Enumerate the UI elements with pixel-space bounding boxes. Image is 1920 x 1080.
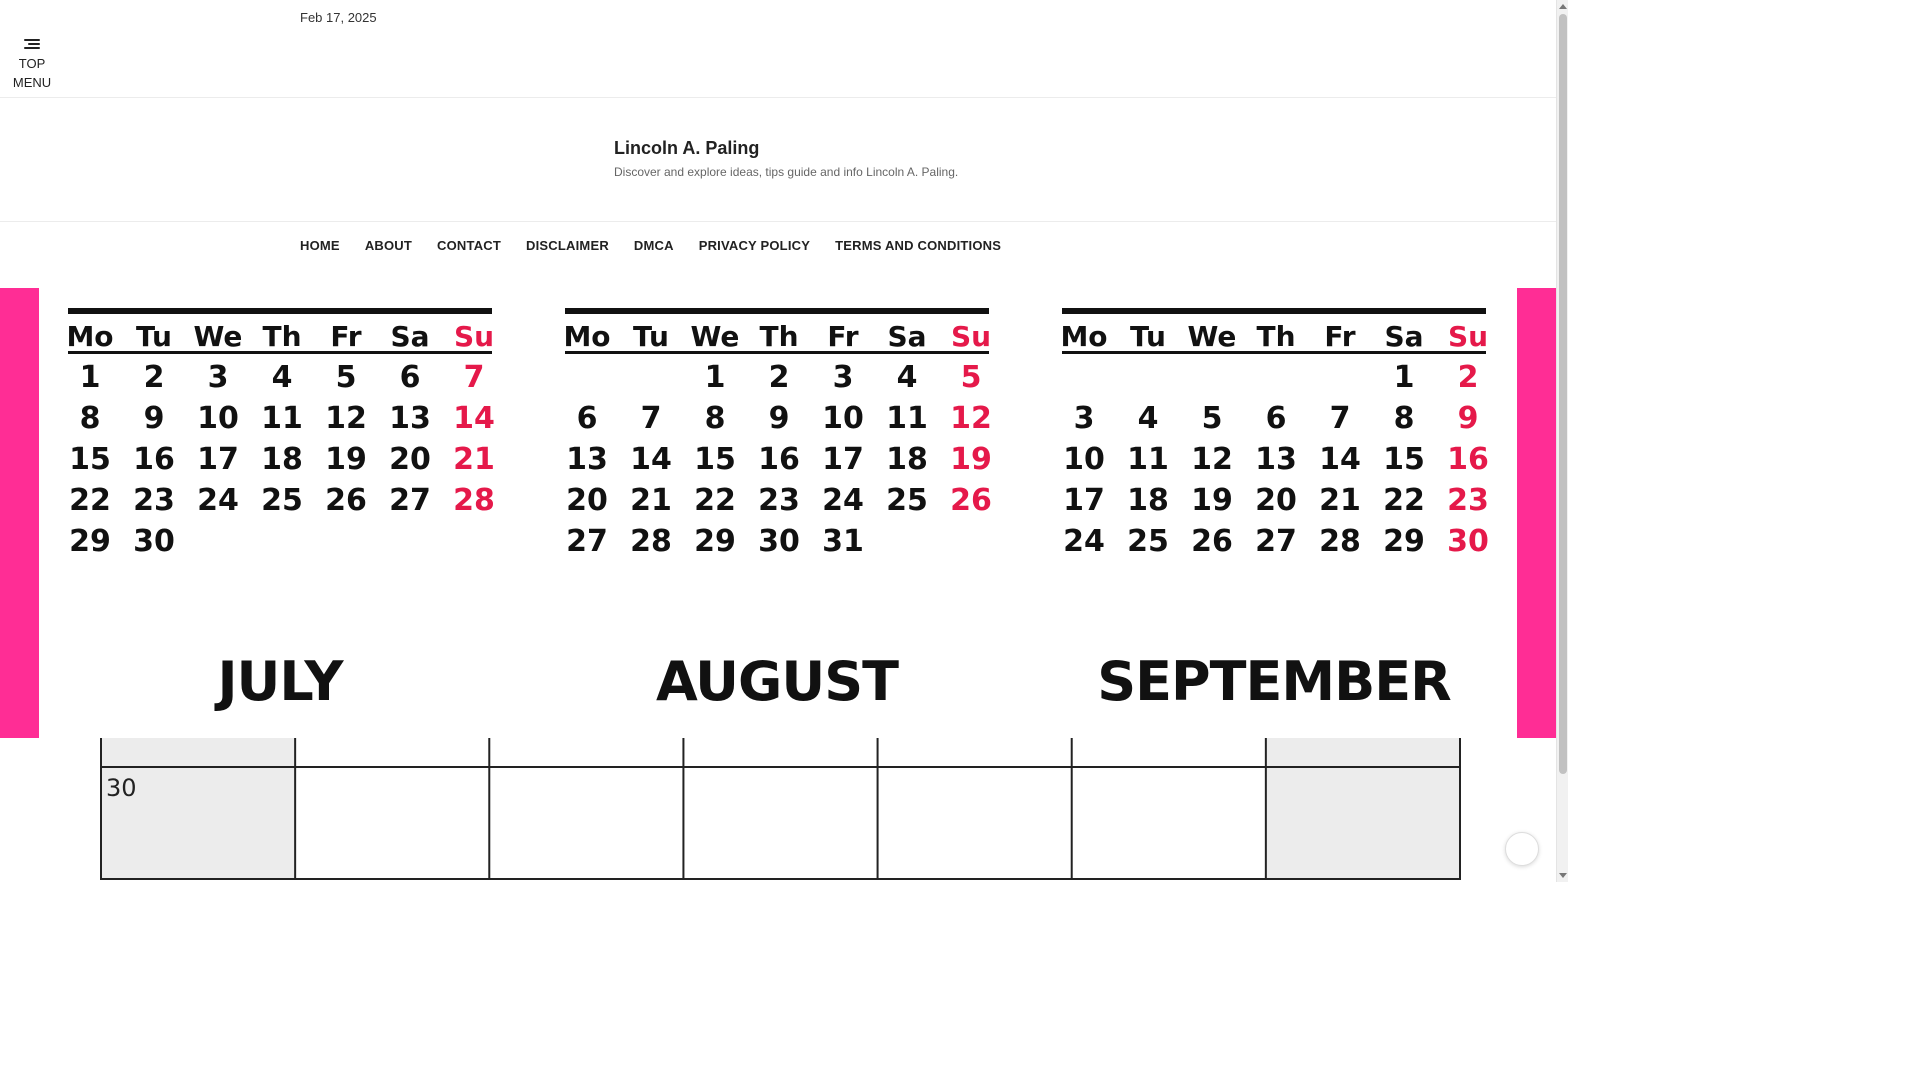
calendar-day: 17 (197, 442, 239, 477)
scroll-down-arrow-icon[interactable] (1559, 873, 1567, 878)
calendar-day: 5 (960, 360, 982, 395)
weekday-label: Tu (633, 320, 669, 353)
calendar-graphic (0, 288, 1556, 738)
site-header (0, 98, 1556, 222)
calendar-day: 28 (453, 483, 495, 518)
calendar-day: 23 (1447, 483, 1489, 518)
calendar-day: 9 (143, 401, 165, 436)
calendar-day: 6 (399, 360, 421, 395)
hero-calendar-image[interactable] (0, 288, 1556, 738)
calendar-day: 24 (822, 483, 864, 518)
calendar-day: 27 (389, 483, 431, 518)
calendar-day: 5 (335, 360, 357, 395)
site-tagline: Discover and explore ideas, tips guide and info Lincoln A. Paling. (614, 165, 959, 179)
calendar-day: 23 (133, 483, 175, 518)
site-title-link[interactable]: Lincoln A. Paling (614, 138, 760, 158)
calendar-day: 17 (1063, 483, 1105, 518)
grid-cell-shaded (1266, 738, 1460, 880)
weekday-label: Su (950, 320, 992, 353)
calendar-day: 3 (832, 360, 854, 395)
calendar-day: 3 (1073, 401, 1095, 436)
calendar-day: 30 (758, 524, 800, 559)
nav-contact[interactable]: CONTACT (437, 237, 502, 253)
calendar-day: 7 (463, 360, 485, 395)
weekday-label: We (1187, 320, 1237, 353)
calendar-day: 27 (1255, 524, 1297, 559)
nav-home[interactable]: HOME (300, 237, 340, 253)
calendar-day: 11 (1127, 442, 1169, 477)
calendar-day: 12 (950, 401, 992, 436)
calendar-day: 4 (1137, 401, 1159, 436)
weekday-label: Fr (1324, 320, 1356, 353)
calendar-day: 23 (758, 483, 800, 518)
calendar-day: 18 (1127, 483, 1169, 518)
calendar-day: 11 (261, 401, 303, 436)
calendar-day: 6 (1265, 401, 1287, 436)
calendar-day: 21 (453, 442, 495, 477)
calendar-day: 20 (389, 442, 431, 477)
calendar-day: 6 (576, 401, 598, 436)
weekday-label: Fr (827, 320, 859, 353)
calendar-day: 21 (1319, 483, 1361, 518)
calendar-day: 24 (197, 483, 239, 518)
weekday-label: Su (453, 320, 495, 353)
calendar-day: 15 (1383, 442, 1425, 477)
calendar-day: 17 (822, 442, 864, 477)
calendar-day: 27 (566, 524, 608, 559)
calendar-day: 2 (143, 360, 165, 395)
calendar-day: 12 (325, 401, 367, 436)
month-title: AUGUST (656, 650, 898, 713)
calendar-day: 19 (1191, 483, 1233, 518)
calendar-day: 2 (768, 360, 790, 395)
calendar-day: 18 (886, 442, 928, 477)
calendar-day: 16 (758, 442, 800, 477)
calendar-day: 14 (630, 442, 672, 477)
weekday-label: Mo (563, 320, 611, 353)
calendar-day: 16 (1447, 442, 1489, 477)
weekday-label: Th (1256, 320, 1296, 353)
weekday-label: Su (1447, 320, 1489, 353)
nav-privacy-policy[interactable]: PRIVACY POLICY (698, 237, 811, 253)
calendar-day: 7 (1329, 401, 1351, 436)
calendar-day: 29 (1383, 524, 1425, 559)
calendar-day: 25 (886, 483, 928, 518)
weekday-label: Tu (136, 320, 172, 353)
calendar-day: 29 (694, 524, 736, 559)
weekday-label: Fr (330, 320, 362, 353)
calendar-day: 13 (389, 401, 431, 436)
calendar-day: 26 (325, 483, 367, 518)
calendar-day: 9 (1457, 401, 1479, 436)
calendar-day: 20 (566, 483, 608, 518)
weekday-label: Mo (1060, 320, 1108, 353)
calendar-day: 8 (79, 401, 101, 436)
calendar-day: 1 (1393, 360, 1415, 395)
top-menu-toggle[interactable] (8, 38, 56, 92)
main-navigation (300, 222, 1026, 268)
calendar-rule-top (68, 308, 492, 314)
calendar-grid-graphic (0, 738, 1556, 882)
calendar-day: 19 (950, 442, 992, 477)
weekday-label: Tu (1130, 320, 1166, 353)
vertical-scrollbar[interactable] (1556, 0, 1568, 882)
calendar-day: 29 (69, 524, 111, 559)
hamburger-icon (24, 38, 40, 50)
calendar-day: 25 (261, 483, 303, 518)
nav-terms-and-conditions[interactable]: TERMS AND CONDITIONS (835, 237, 1002, 253)
back-to-top-button[interactable] (1505, 832, 1539, 866)
calendar-day: 8 (704, 401, 726, 436)
calendar-day: 22 (69, 483, 111, 518)
calendar-day: 13 (566, 442, 608, 477)
weekday-label: Th (759, 320, 799, 353)
calendar-day: 5 (1201, 401, 1223, 436)
calendar-day: 22 (1383, 483, 1425, 518)
current-date: Feb 17, 2025 (300, 10, 377, 25)
month-title: SEPTEMBER (1097, 650, 1451, 713)
calendar-day: 19 (325, 442, 367, 477)
scrollbar-thumb[interactable] (1559, 14, 1567, 774)
calendar-day: 15 (694, 442, 736, 477)
calendar-day: 14 (1319, 442, 1361, 477)
calendar-day: 30 (1447, 524, 1489, 559)
calendar-day: 30 (133, 524, 175, 559)
weekday-label: Th (262, 320, 302, 353)
grid-day-label: 30 (106, 774, 137, 802)
calendar-day: 8 (1393, 401, 1415, 436)
calendar-day: 28 (630, 524, 672, 559)
calendar-day: 12 (1191, 442, 1233, 477)
calendar-day: 14 (453, 401, 495, 436)
calendar-day: 31 (822, 524, 864, 559)
weekday-label: We (193, 320, 243, 353)
calendar-day: 3 (207, 360, 229, 395)
calendar-day: 24 (1063, 524, 1105, 559)
nav-dmca[interactable]: DMCA (633, 237, 674, 253)
calendar-day: 2 (1457, 360, 1479, 395)
top-bar (0, 0, 1556, 98)
calendar-grid-preview (0, 738, 1556, 882)
calendar-day: 4 (896, 360, 918, 395)
weekday-label: Sa (1384, 320, 1424, 353)
calendar-day: 1 (704, 360, 726, 395)
calendar-day: 1 (79, 360, 101, 395)
calendar-day: 10 (1063, 442, 1105, 477)
calendar-day: 9 (768, 401, 790, 436)
calendar-day: 26 (1191, 524, 1233, 559)
calendar-day: 21 (630, 483, 672, 518)
calendar-day: 11 (886, 401, 928, 436)
weekday-label: Sa (390, 320, 430, 353)
calendar-rule-top (565, 308, 989, 314)
calendar-day: 10 (822, 401, 864, 436)
calendar-rule-top (1062, 308, 1486, 314)
calendar-day: 25 (1127, 524, 1169, 559)
top-menu-label: TOP MENU (12, 56, 52, 90)
weekday-label: Mo (66, 320, 114, 353)
weekday-label: We (690, 320, 740, 353)
calendar-day: 16 (133, 442, 175, 477)
calendar-day: 20 (1255, 483, 1297, 518)
scroll-up-arrow-icon[interactable] (1559, 4, 1567, 9)
calendar-day: 28 (1319, 524, 1361, 559)
calendar-day: 4 (271, 360, 293, 395)
nav-about[interactable]: ABOUT (364, 237, 413, 253)
grid-cell-shaded (101, 738, 295, 880)
calendar-day: 22 (694, 483, 736, 518)
weekday-label: Sa (887, 320, 927, 353)
calendar-day: 13 (1255, 442, 1297, 477)
calendar-day: 15 (69, 442, 111, 477)
calendar-day: 10 (197, 401, 239, 436)
nav-disclaimer[interactable]: DISCLAIMER (526, 237, 609, 253)
calendar-day: 18 (261, 442, 303, 477)
month-title: JULY (217, 650, 343, 713)
calendar-day: 7 (640, 401, 662, 436)
calendar-day: 26 (950, 483, 992, 518)
